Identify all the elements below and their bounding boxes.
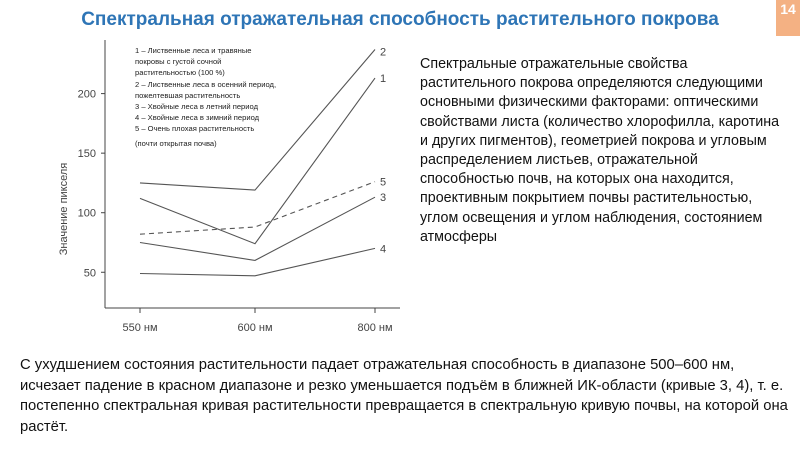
description-text: Спектральные отражательные свойства растительного покрова определяются следующими основными физическими факторами: оптическими свойствами листа (количество хлорофилла, каротина и других пигментов), геометрией покрова и угловым распределением листьев, отражательной способностью почв, на которых она находится, проективным покрытием почвы растительностью, углом освещения и углом наблюдения, состоянием атмосферы [420, 56, 780, 245]
y-tick-label: 100 [77, 207, 96, 220]
legend-entry: 5 – Очень плохая растительность [135, 124, 255, 134]
series-line-4 [140, 248, 375, 275]
conclusion-text: С ухудшением состояния растительности падает отражательная способность в диапазоне 500–600 нм, исчезает падение в красном диапазоне и резко уменьшается подъём в ближней ИК-области (кривые 3, 4), т. е. постепенно спектральная кривая растительности превращается в спектральную кривую почвы, на которой она растёт. [20, 357, 788, 435]
page-number: 14 [780, 1, 796, 17]
y-tick-label: 150 [77, 148, 96, 161]
chart-legend [135, 45, 335, 149]
y-axis-label: Значение пикселя [58, 162, 70, 256]
x-tick-label: 800 нм [357, 322, 393, 334]
x-tick-label: 600 нм [237, 322, 273, 334]
series-label-1: 1 [380, 73, 387, 86]
x-tick-label: 550 нм [122, 322, 158, 334]
series-label-2: 2 [380, 46, 387, 59]
legend-entry: 2 – Лиственные леса в осенний период, пожелтевшая растительность [135, 79, 277, 100]
legend-entry: (почти открытая почва) [135, 138, 217, 148]
series-label-5: 5 [380, 176, 387, 189]
series-line-5 [140, 182, 375, 235]
legend-entry: 3 – Хвойные леса в летний период [135, 102, 259, 112]
legend-entry: 4 – Хвойные леса в зимний период [135, 113, 260, 123]
slide-title: Спектральная отражательная способность растительного покрова [81, 9, 719, 30]
series-label-4: 4 [380, 243, 387, 256]
y-tick-label: 200 [77, 88, 96, 101]
y-tick-label: 50 [83, 267, 96, 280]
series-label-3: 3 [380, 192, 387, 205]
series-line-3 [140, 197, 375, 260]
legend-entry: 1 – Лиственные леса и травяные покровы с густой сочной растительностью (100 %) [135, 46, 252, 78]
page-number-badge [776, 0, 800, 36]
